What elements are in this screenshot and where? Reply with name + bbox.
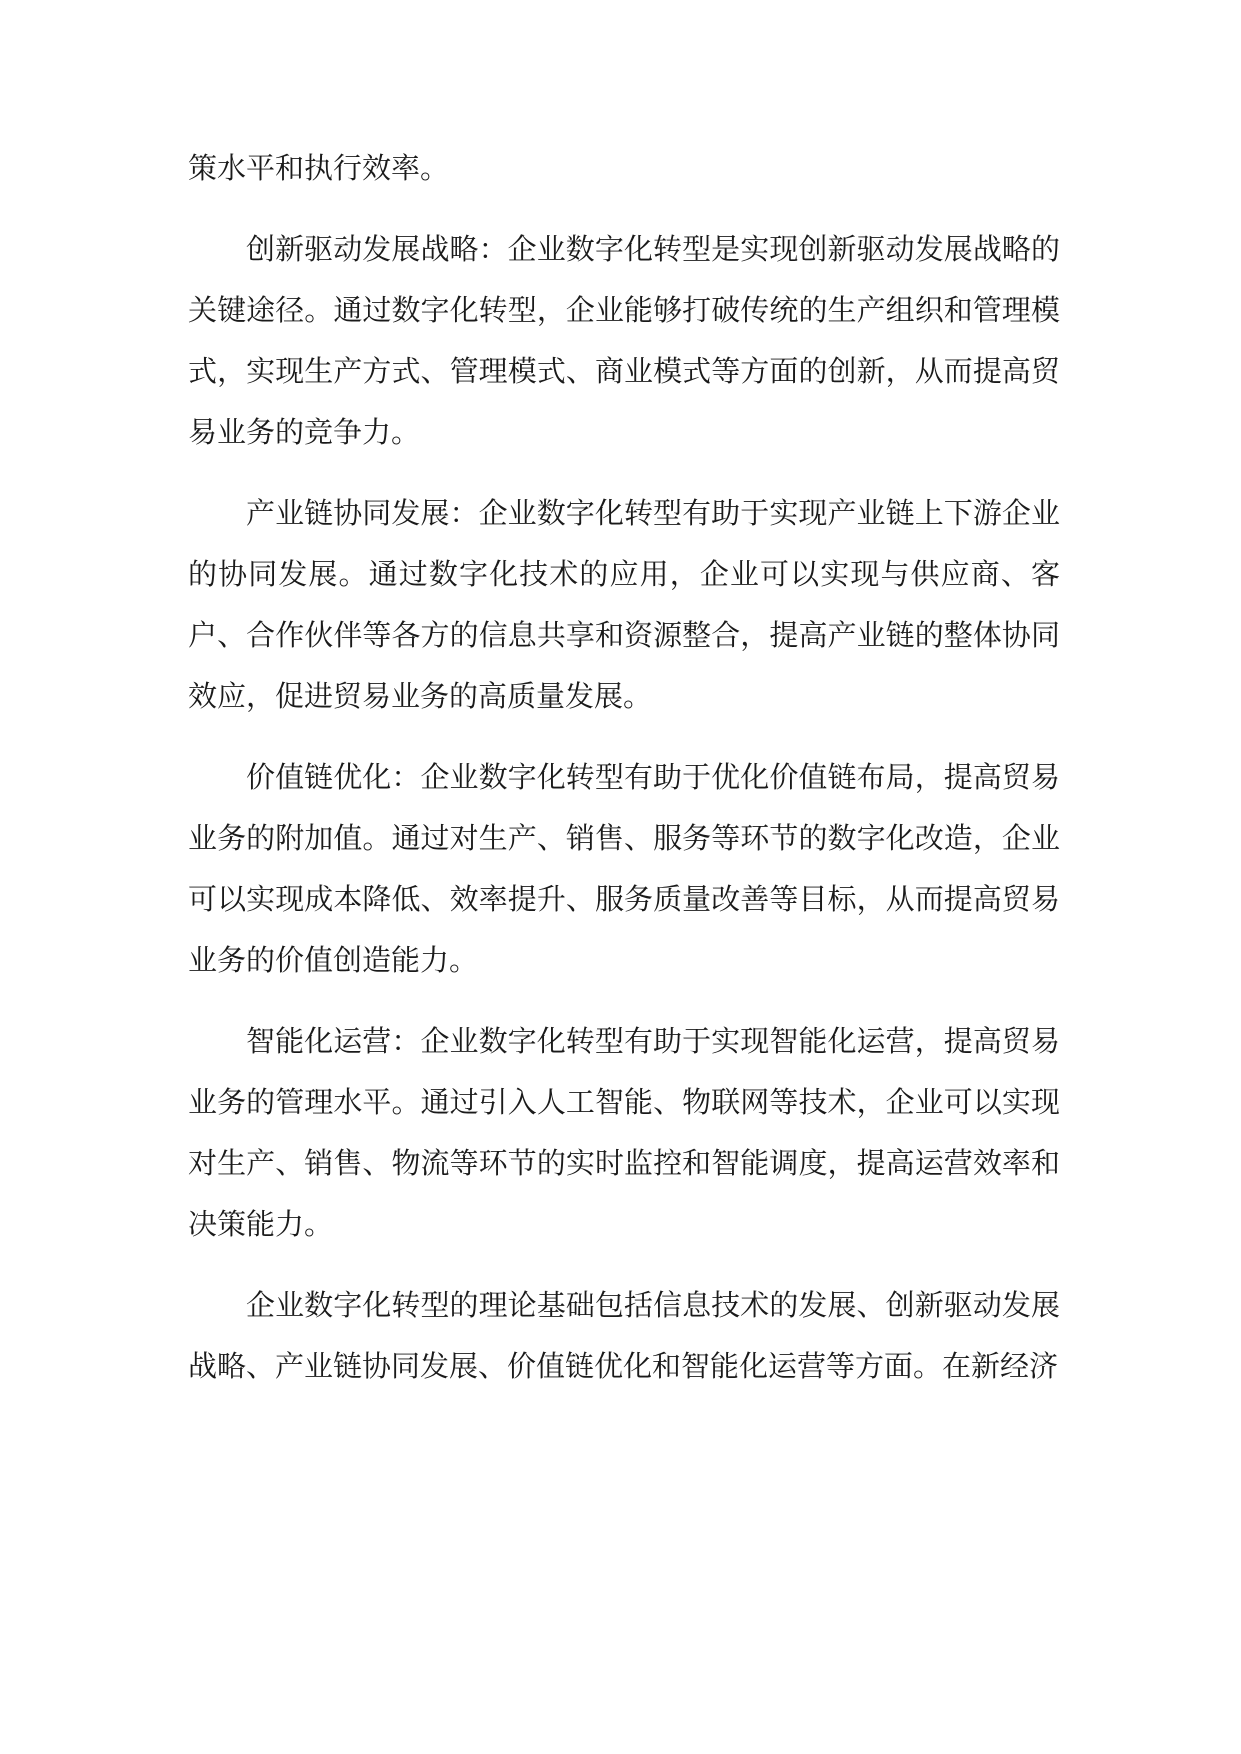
body-text	[188, 138, 1060, 1417]
paragraph-intelligent-operation: 智能化运营：企业数字化转型有助于实现智能化运营，提高贸易业务的管理水平。通过引入人工智能、物联网等技术，企业可以实现对生产、销售、物流等环节的实时监控和智能调度，提高运营效率和决策能力。	[188, 1024, 1060, 1241]
paragraph-summary: 企业数字化转型的理论基础包括信息技术的发展、创新驱动发展战略、产业链协同发展、价值链优化和智能化运营等方面。在新经济	[188, 1288, 1060, 1383]
paragraph-value-chain: 价值链优化：企业数字化转型有助于优化价值链布局，提高贸易业务的附加值。通过对生产、销售、服务等环节的数字化改造，企业可以实现成本降低、效率提升、服务质量改善等目标，从而提高贸易业务的价值创造能力。	[188, 760, 1060, 977]
paragraph-continuation: 策水平和执行效率。	[188, 151, 450, 185]
paragraph-innovation-strategy: 创新驱动发展战略：企业数字化转型是实现创新驱动发展战略的关键途径。通过数字化转型，企业能够打破传统的生产组织和管理模式，实现生产方式、管理模式、商业模式等方面的创新，从而提高贸易业务的竞争力。	[188, 232, 1060, 449]
paragraph-industry-chain: 产业链协同发展：企业数字化转型有助于实现产业链上下游企业的协同发展。通过数字化技术的应用，企业可以实现与供应商、客户、合作伙伴等各方的信息共享和资源整合，提高产业链的整体协同效应，促进贸易业务的高质量发展。	[188, 496, 1060, 713]
